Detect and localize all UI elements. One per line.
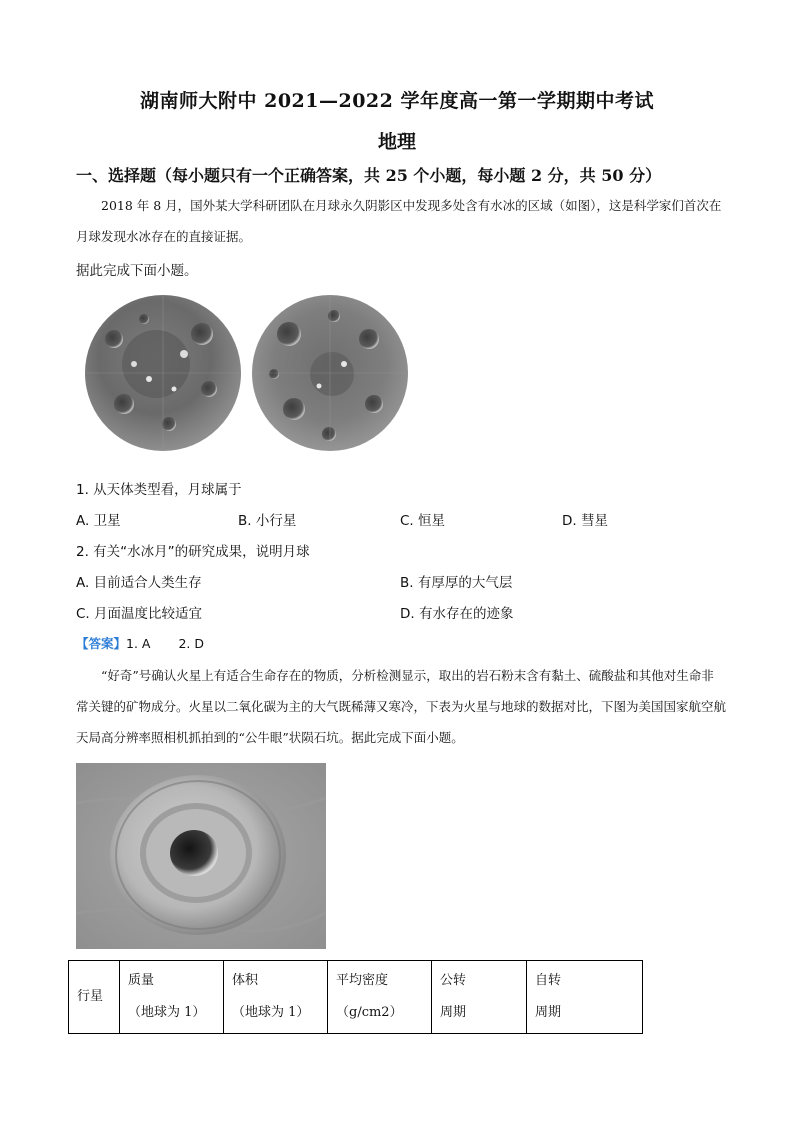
table-header-cell: 行星 <box>69 961 120 1034</box>
section-heading: 一、选择题（每小题只有一个正确答案，共 25 个小题，每小题 2 分，共 50 分） <box>76 166 662 185</box>
answer-1: 1. A <box>126 636 151 651</box>
moon-south-pole-image <box>252 295 408 451</box>
q2-option-b: B. 有厚厚的大气层 <box>400 575 513 591</box>
moon-poles-figure <box>84 294 410 454</box>
passage-1: 2018 年 8 月，国外某大学科研团队在月球永久阴影区中发现多处含有水冰的区域（如图），这是科学家们首次在月球发现水冰存在的直接证据。 <box>76 198 722 244</box>
q2-option-a: A. 目前适合人类生存 <box>76 575 202 591</box>
table-header-cell: 体积 （地球为 1） <box>224 961 328 1034</box>
table-header-cell: 自转 周期 <box>527 961 643 1034</box>
subject-title: 地理 <box>377 131 416 153</box>
q1-option-c: C. 恒星 <box>400 513 446 529</box>
question-1-stem: 1. 从天体类型看，月球属于 <box>76 482 242 498</box>
q2-option-d: D. 有水存在的迹象 <box>400 606 514 622</box>
answer-line <box>76 634 204 652</box>
table-header-cell: 公转 周期 <box>432 961 527 1034</box>
q2-option-c: C. 月面温度比较适宜 <box>76 606 203 622</box>
moon-north-pole-image <box>85 295 241 451</box>
answer-2: 2. D <box>178 636 204 651</box>
crater-figure <box>76 763 326 949</box>
table-header-cell: 平均密度 （g/cm2） <box>328 961 432 1034</box>
planet-data-table <box>68 960 643 1034</box>
table-header-row <box>69 961 643 1034</box>
instruction-1: 据此完成下面小题。 <box>76 263 198 279</box>
answer-tag: 【答案】 <box>76 636 127 651</box>
q1-option-a: A. 卫星 <box>76 513 121 529</box>
question-2-stem: 2. 有关“水冰月”的研究成果，说明月球 <box>76 544 310 560</box>
q1-option-d: D. 彗星 <box>562 513 608 529</box>
table-header-cell: 质量 （地球为 1） <box>120 961 224 1034</box>
passage-2: “好奇”号确认火星上有适合生命存在的物质，分析检测显示，取出的岩石粉末含有黏土、硫酸盐和其他对生命非常关键的矿物成分。火星以二氧化碳为主的大气既稀薄又寒冷，下表为火星与地球的数据对比，下图为美国国家航空航天局高分辨率照相机抓拍到的“公牛眼”状陨石坑。据此完成下面小题。 <box>76 668 727 745</box>
exam-title: 湖南师大附中 2021—2022 学年度高一第一学期期中考试 <box>140 90 654 112</box>
q1-option-b: B. 小行星 <box>238 513 297 529</box>
